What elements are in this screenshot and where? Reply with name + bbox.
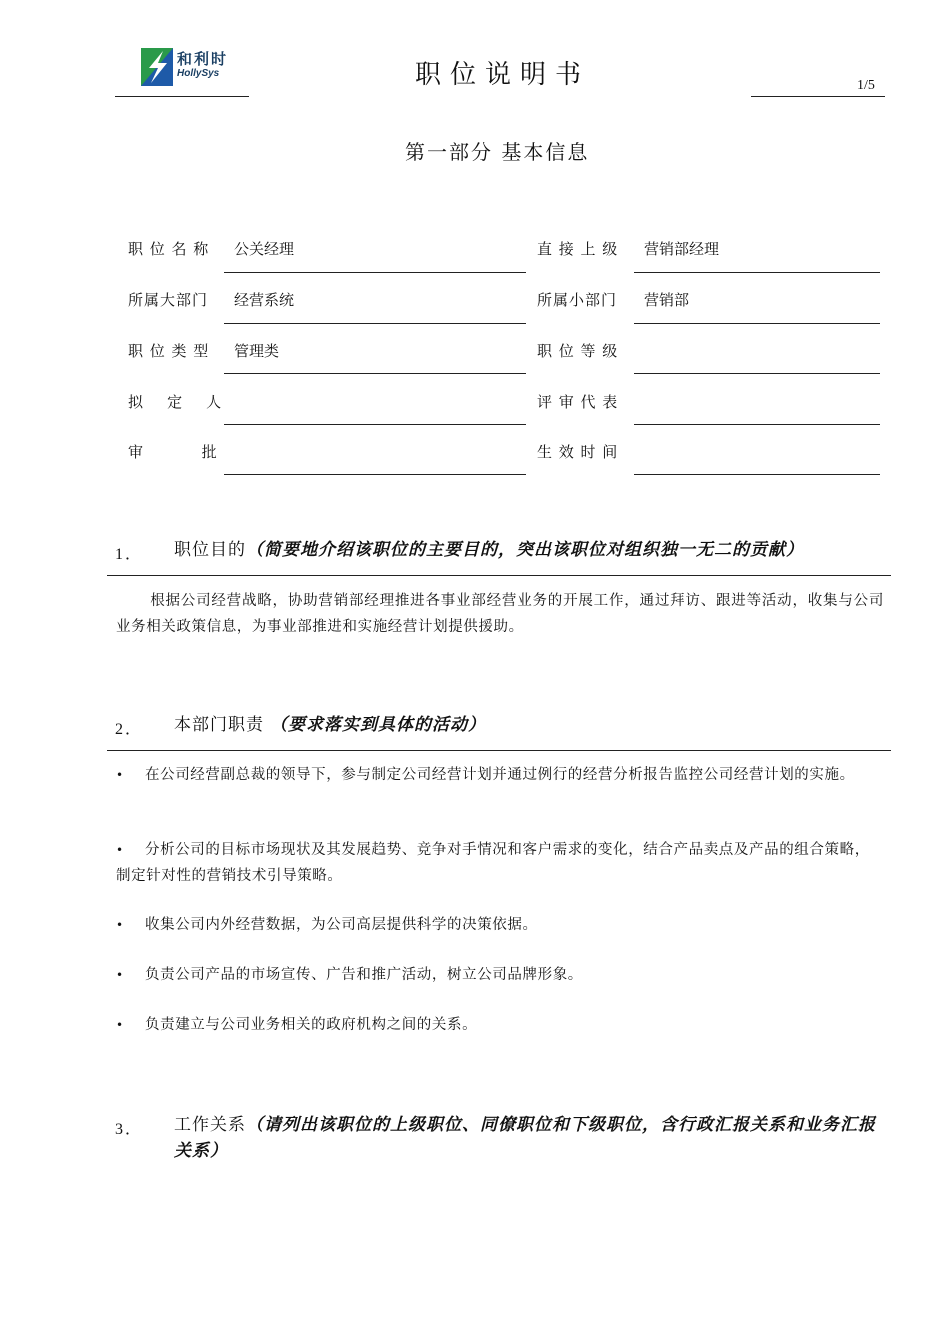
- list-item: • 在公司经营副总裁的领导下，参与制定公司经营计划并通过例行的经营分析报告监控公司经营计划的实施。: [116, 762, 884, 788]
- section-2-heading: [174, 712, 894, 738]
- field-line: [634, 323, 880, 324]
- value-minor-department: 营销部: [644, 291, 690, 309]
- label-position-grade: 职 位 等 级: [537, 342, 619, 360]
- value-position-name: 公关经理: [234, 240, 295, 258]
- bullet-icon: •: [116, 843, 124, 857]
- label-direct-superior: 直 接 上 级: [537, 240, 619, 258]
- label-major-department: 所属大部门: [128, 291, 209, 309]
- field-line: [224, 424, 526, 425]
- section-1-paragraph: [116, 588, 884, 640]
- bullet-icon: •: [116, 918, 124, 932]
- list-item: • 分析公司的目标市场现状及其发展趋势、竞争对手情况和客户需求的变化，结合产品卖点及产品的组合策略，制定针对性的营销技术引导策略。: [116, 837, 884, 889]
- field-line: [634, 373, 880, 374]
- field-line: [224, 373, 526, 374]
- field-line: [634, 474, 880, 475]
- company-logo: [141, 46, 241, 88]
- logo-mark-icon: [141, 48, 173, 86]
- value-direct-superior: 营销部经理: [644, 240, 720, 258]
- list-item: • 负责建立与公司业务相关的政府机构之间的关系。: [116, 1012, 884, 1038]
- section-1-text: 根据公司经营战略，协助营销部经理推进各事业部经营业务的开展工作，通过拜访、跟进等活动，收集与公司业务相关政策信息，为事业部推进和实施经营计划提供援助。: [116, 593, 884, 635]
- label-approval: 审 批: [128, 443, 218, 461]
- bullet-icon: •: [116, 1018, 124, 1032]
- header-rule-left: [115, 96, 249, 97]
- field-line: [224, 323, 526, 324]
- bullet-icon: •: [116, 768, 124, 782]
- section-1-number: 1．: [115, 546, 144, 563]
- section-2-note: （要求落实到具体的活动）: [270, 715, 486, 735]
- section-3-heading: [174, 1112, 886, 1164]
- section-3-number: 3．: [115, 1121, 144, 1138]
- field-line: [634, 424, 880, 425]
- field-line: [224, 474, 526, 475]
- label-drafter: 拟 定 人: [128, 393, 223, 411]
- page-number: 1/5: [857, 78, 875, 93]
- logo-chinese-text: 和利时: [177, 50, 229, 68]
- bullet-icon: •: [116, 968, 124, 982]
- value-position-type: 管理类: [234, 342, 280, 360]
- section-rule: [107, 750, 891, 751]
- field-line: [224, 272, 526, 273]
- section-3-note: （请列出该职位的上级职位、同僚职位和下级职位，含行政汇报关系和业务汇报关系）: [174, 1115, 876, 1161]
- list-item: • 收集公司内外经营数据，为公司高层提供科学的决策依据。: [116, 912, 884, 938]
- logo-english-text: HollySys: [177, 68, 220, 79]
- section-2-number: 2．: [115, 721, 144, 738]
- label-position-name: 职 位 名 称: [128, 240, 210, 258]
- document-title: 职位说明书: [415, 60, 591, 90]
- section-rule: [107, 575, 891, 576]
- section-1-heading: [174, 537, 894, 563]
- section-3-title: 工作关系: [174, 1115, 246, 1135]
- section-1-note: （简要地介绍该职位的主要目的，突出该职位对组织独一无二的贡献）: [246, 540, 804, 560]
- label-minor-department: 所属小部门: [537, 291, 618, 309]
- part-title: 第一部分 基本信息: [405, 140, 590, 164]
- field-line: [634, 272, 880, 273]
- section-1-title: 职位目的: [174, 540, 246, 560]
- value-major-department: 经营系统: [234, 291, 295, 309]
- label-position-type: 职 位 类 型: [128, 342, 210, 360]
- header-rule-right: [751, 96, 885, 97]
- section-2-title: 本部门职责: [174, 715, 264, 735]
- list-item: • 负责公司产品的市场宣传、广告和推广活动，树立公司品牌形象。: [116, 962, 884, 988]
- label-effective-date: 生 效 时 间: [537, 443, 619, 461]
- label-reviewer: 评 审 代 表: [537, 393, 619, 411]
